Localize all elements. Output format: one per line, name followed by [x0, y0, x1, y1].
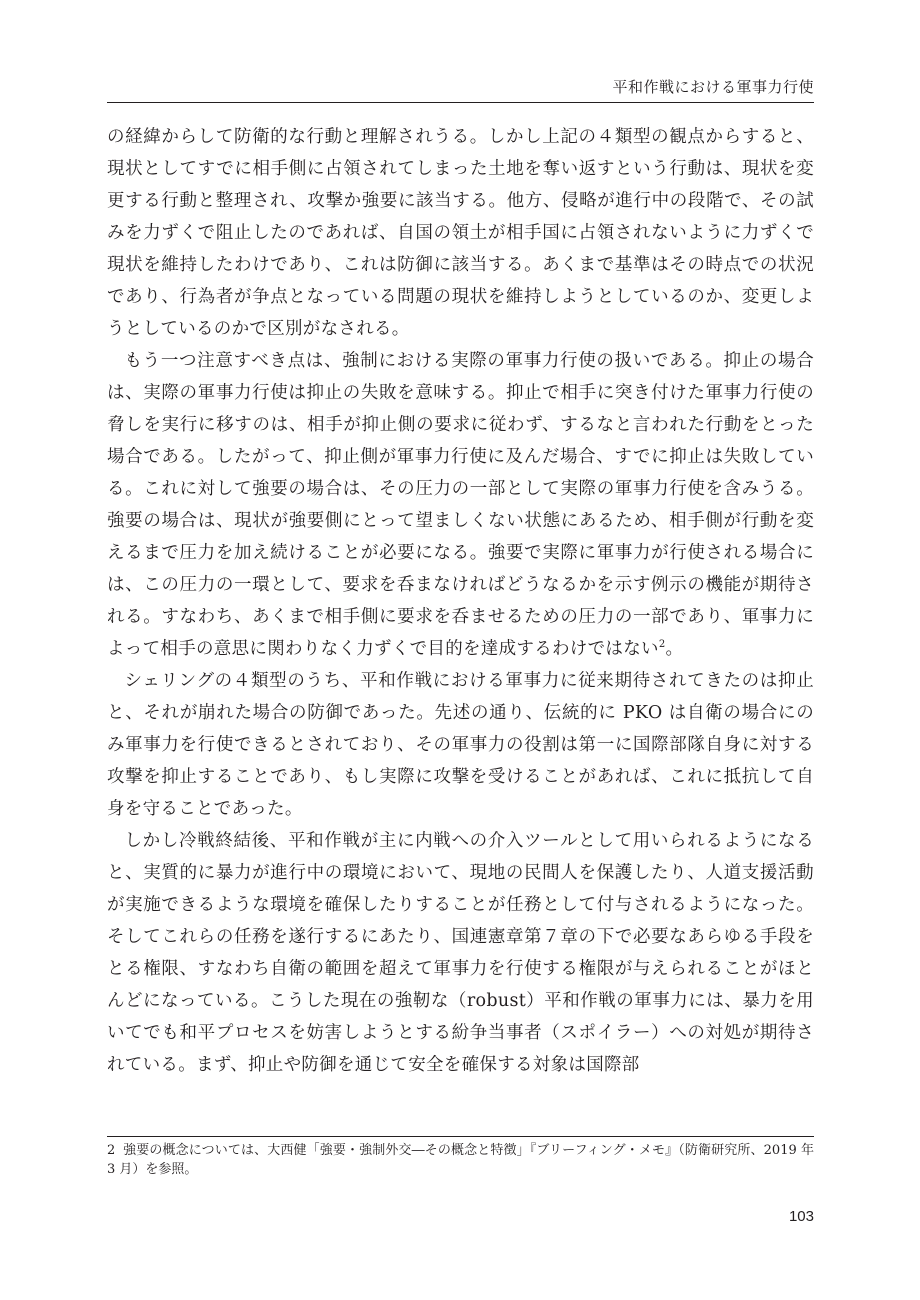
footnote-rule — [107, 1136, 814, 1137]
main-text — [107, 121, 814, 1081]
paragraph-1: の経緯からして防衛的な行動と理解されうる。しかし上記の４類型の観点からすると、現状としてすでに相手側に占領されてしまった土地を奪い返すという行動は、現状を変更する行動と整理され、攻撃か強要に該当する。他方、侵略が進行中の段階で、その試みを力ずくで阻止したのであれば、自国の領土が相手国に占領されないように力ずくで現状を維持したわけであり、これは防御に該当する。あくまで基準はその時点での状況であり、行為者が争点となっている問題の現状を維持しようとしているのか、変更しようとしているのかで区別がなされる。 — [107, 127, 814, 339]
running-header-title: 平和作戦における軍事力行使 — [612, 78, 814, 96]
paragraph-3: シェリングの４類型のうち、平和作戦における軍事力に従来期待されてきたのは抑止と、それが崩れた場合の防御であった。先述の通り、伝統的に PKO は自衛の場合にのみ軍事力を行使できるとされており、その軍事力の役割は第一に国際部隊自身に対する攻撃を抑止することであり、もし実際に攻撃を受けることがあれば、これに抵抗して自身を守ることであった。 — [107, 671, 814, 819]
footnote-text: 強要の概念については、大西健「強要・強制外交―その概念と特徴」『ブリーフィング・メモ』（防衛研究所、2019 年 3 月）を参照。 — [107, 1143, 814, 1177]
header-rule — [107, 102, 814, 103]
paragraph-2-text: もう一つ注意すべき点は、強制における実際の軍事力行使の扱いである。抑止の場合は、実際の軍事力行使は抑止の失敗を意味する。抑止で相手に突き付けた軍事力行使の脅しを実行に移すのは、相手が抑止側の要求に従わず、するなと言われた行動をとった場合である。したがって、抑止側が軍事力行使に及んだ場合、すでに抑止は失敗している。これに対して強要の場合は、その圧力の一部として実際の軍事力行使を含みうる。強要の場合は、現状が強要側にとって望ましくない状態にあるため、相手側が行動を変えるまで圧力を加え続けることが必要になる。強要で実際に軍事力が行使される場合には、この圧力の一環として、要求を呑まなければどうなるかを示す例示の機能が期待される。すなわち、あくまで相手側に要求を呑ませるための圧力の一部であり、軍事力によって相手の意思に関わりなく力ずくで目的を達成するわけではない — [107, 351, 814, 659]
paragraph-4: しかし冷戦終結後、平和作戦が主に内戦への介入ツールとして用いられるようになると、実質的に暴力が進行中の環境において、現地の民間人を保護したり、人道支援活動が実施できるような環境を確保したりすることが任務として付与されるようになった。そしてこれらの任務を遂行するにあたり、国連憲章第７章の下で必要なあらゆる手段をとる権限、すなわち自衛の範囲を超えて軍事力を行使する権限が与えられることがほとんどになっている。こうした現在の強靭な（robust）平和作戦の軍事力には、暴力を用いてでも和平プロセスを妨害しようとする紛争当事者（スポイラー）への対処が期待されている。まず、抑止や防御を通じて安全を確保する対象は国際部 — [107, 831, 814, 1075]
footnote-2 — [107, 1141, 814, 1179]
paragraph-2-end: 。 — [665, 639, 684, 659]
footnote-number: 2 — [107, 1143, 116, 1158]
paragraph-2 — [107, 345, 814, 665]
footnote-ref-2[interactable]: 2 — [658, 639, 666, 651]
page-number: 103 — [788, 1208, 814, 1225]
